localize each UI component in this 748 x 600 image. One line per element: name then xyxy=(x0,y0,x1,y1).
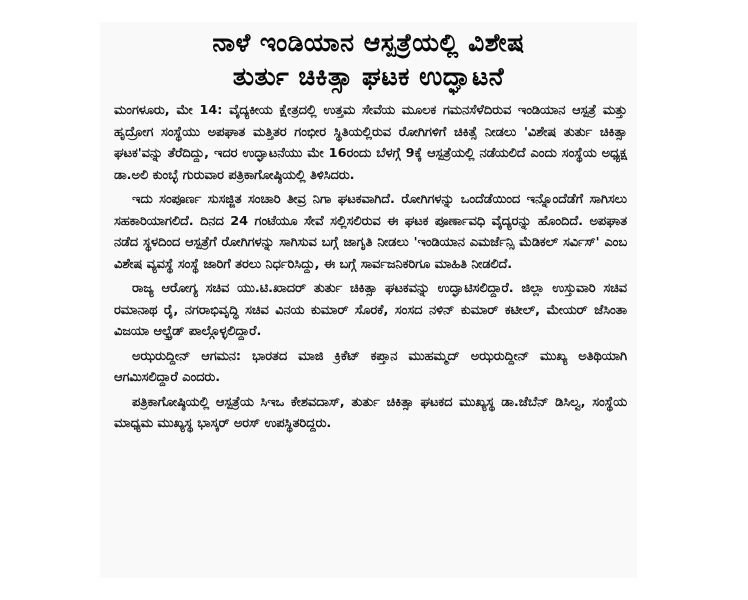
paragraph-3: ರಾಜ್ಯ ಆರೋಗ್ಯ ಸಚಿವ ಯು.ಟಿ.ಖಾದರ್ ತುರ್ತು ಚಿಕಿತ್ಸಾ ಘಟಕವನ್ನು ಉದ್ಘಾಟಿಸಲಿದ್ದಾರೆ. ಜಿಲ್ಲಾ ಉಸ್ತುವಾರಿ ಸಚಿವ ರಮಾನಾಥ ರೈ, ನಗರಾಭಿವೃದ್ಧಿ ಸಚಿವ ವಿನಯ ಕುಮಾರ್ ಸೊರಕೆ, ಸಂಸದ ನಳಿನ್ ಕುಮಾರ್ ಕಟೀಲ್, ಮೇಯರ್ ಜೆಸಿಂತಾ ವಿಜಯಾ ಆಲ್ಫ್ರೆಡ್ ಪಾಲ್ಗೊಳ್ಳಲಿದ್ದಾರೆ. xyxy=(114,281,627,339)
headline xyxy=(100,26,637,94)
paragraph-4 xyxy=(114,346,627,389)
paragraph-5: ಪತ್ರಿಕಾಗೋಷ್ಠಿಯಲ್ಲಿ ಆಸ್ಪತ್ರೆಯ ಸಿಇಒ ಕೇಶವದಾಸ್, ತುರ್ತು ಚಿಕಿತ್ಸಾ ಘಟಕದ ಮುಖ್ಯಸ್ಥ ಡಾ.ಜೆಬೆನ್ ಡಿಸಿಲ್ವ, ಸಂಸ್ಥೆಯ ಮಾಧ್ಯಮ ಮುಖ್ಯಸ್ಥ ಭಾಸ್ಕರ್ ಅರಸ್ ಉಪಸ್ಥಿತರಿದ್ದರು. xyxy=(114,394,627,431)
paragraph-2: ಇದು ಸಂಪೂರ್ಣ ಸುಸಜ್ಜಿತ ಸಂಚಾರಿ ತೀವ್ರ ನಿಗಾ ಘಟಕವಾಗಿದೆ. ರೋಗಿಗಳನ್ನು ಒಂದೆಡೆಯಿಂದ ಇನ್ನೊಂದೆಡೆಗೆ ಸಾಗಿಸಲು ಸಹಕಾರಿಯಾಗಲಿದೆ. ದಿನದ 24 ಗಂಟೆಯೂ ಸೇವೆ ಸಲ್ಲಿಸಲಿರುವ ಈ ಘಟಕ ಪೂರ್ಣಾವಧಿ ವೈದ್ಯರನ್ನು ಹೊಂದಿದೆ. ಅಪಘಾತ ನಡೆದ ಸ್ಥಳದಿಂದ ಆಸ್ಪತ್ರೆಗೆ ರೋಗಿಗಳನ್ನು ಸಾಗಿಸುವ ಬಗ್ಗೆ ಜಾಗೃತಿ ನೀಡಲು 'ಇಂಡಿಯಾನ ಎಮರ್ಜೆನ್ಸಿ ಮೆಡಿಕಲ್ ಸರ್ವಿಸ್' ಎಂಬ ವಿಶೇಷ ವ್ಯವಸ್ಥೆ ಸಂಸ್ಥೆ ಜಾರಿಗೆ ತರಲು ನಿರ್ಧರಿಸಿದ್ದು, ಈ ಬಗ್ಗೆ ಸಾರ್ವಜನಿಕರಿಗೂ ಮಾಹಿತಿ ನೀಡಲಿದೆ. xyxy=(114,192,627,272)
article-body xyxy=(100,100,637,435)
headline-line-1: ನಾಳೆ ಇಂಡಿಯಾನ ಆಸ್ಪತ್ರೆಯಲ್ಲಿ ವಿಶೇಷ xyxy=(212,28,525,57)
dateline: ಮಂಗಳೂರು, ಮೇ 14: xyxy=(114,103,223,118)
paragraph-1-text: ವೈದ್ಯಕೀಯ ಕ್ಷೇತ್ರದಲ್ಲಿ ಉತ್ತಮ ಸೇವೆಯ ಮೂಲಕ ಗಮನಸೆಳೆದಿರುವ ಇಂಡಿಯಾನ ಆಸ್ಪತ್ರೆ ಮತ್ತು ಹೃದ್ರೋಗ ಸಂಸ್ಥೆಯು ಅಪಘಾತ ಮತ್ತಿತರ ಗಂಭೀರ ಸ್ಥಿತಿಯಲ್ಲಿರುವ ರೋಗಿಗಳಿಗೆ ಚಿಕಿತ್ಸೆ ನೀಡಲು 'ವಿಶೇಷ ತುರ್ತು ಚಿಕಿತ್ಸಾ ಘಟಕ'ವನ್ನು ತೆರೆದಿದ್ದು, ಇದರ ಉದ್ಘಾಟನೆಯು ಮೇ 16ರಂದು ಬೆಳಗ್ಗೆ 9ಕ್ಕೆ ಆಸ್ಪತ್ರೆಯಲ್ಲಿ ನಡೆಯಲಿದೆ ಎಂದು ಸಂಸ್ಥೆಯ ಅಧ್ಯಕ್ಷ ಡಾ.ಅಲಿ ಕುಂಬ್ಳೆ ಗುರುವಾರ ಪತ್ರಿಕಾಗೋಷ್ಠಿಯಲ್ಲಿ ತಿಳಿಸಿದರು. xyxy=(114,103,627,183)
paragraph-1 xyxy=(114,100,627,186)
paragraph-4-text: ಭಾರತದ ಮಾಜಿ ಕ್ರಿಕೆಟ್ ಕಪ್ತಾನ ಮುಹಮ್ಮದ್ ಅಝರುದ್ದೀನ್ ಮುಖ್ಯ ಅತಿಥಿಯಾಗಿ ಆಗಮಿಸಲಿದ್ದಾರೆ ಎಂದರು. xyxy=(114,348,627,385)
headline-line-2: ತುರ್ತು ಚಿಕಿತ್ಸಾ ಘಟಕ ಉದ್ಘಾಟನೆ xyxy=(232,62,505,91)
newspaper-clipping xyxy=(100,22,637,578)
subheading-azharuddin: ಅಝರುದ್ದೀನ್ ಆಗಮನ: xyxy=(132,348,242,364)
